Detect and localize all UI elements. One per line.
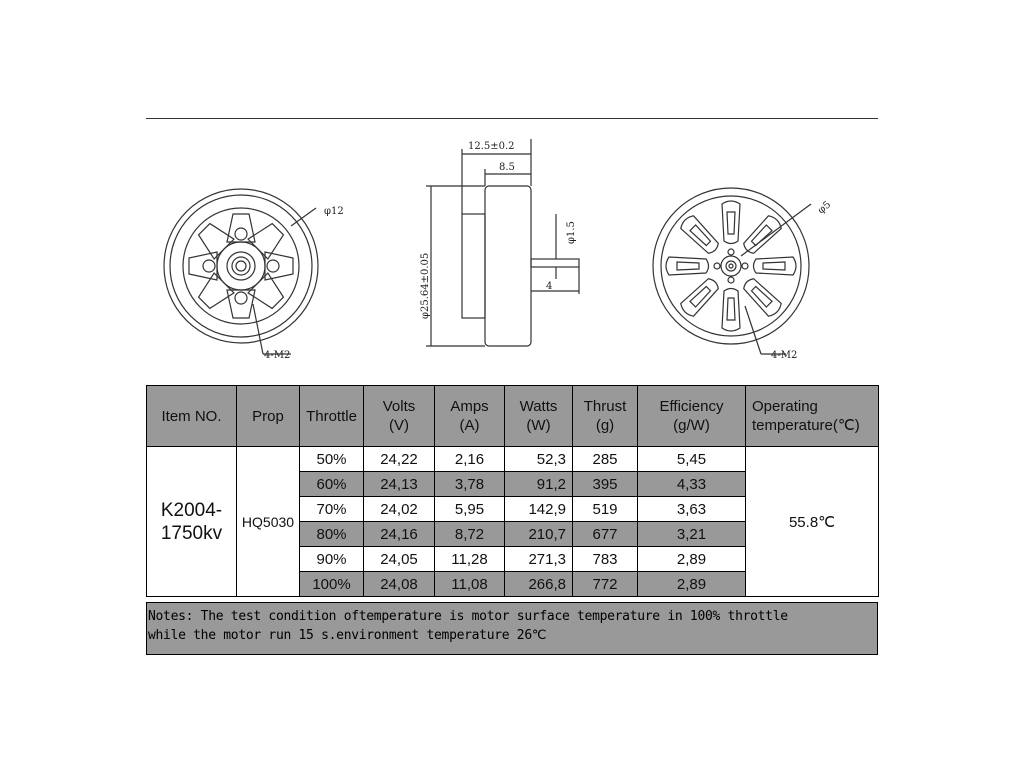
efficiency-cell: 3,63 — [638, 497, 746, 522]
throttle-cell: 80% — [300, 522, 364, 547]
watts-cell: 52,3 — [505, 447, 573, 472]
header-thrust-unit: (g) — [595, 417, 615, 434]
thrust-cell: 519 — [573, 497, 638, 522]
efficiency-cell: 4,33 — [638, 472, 746, 497]
header-amps-unit: (A) — [459, 417, 480, 434]
header-temperature-unit: temperature(℃) — [752, 417, 860, 434]
thrust-cell: 395 — [573, 472, 638, 497]
watts-cell: 271,3 — [505, 547, 573, 572]
item-number — [147, 447, 237, 597]
body-length-label: 8.5 — [499, 162, 515, 173]
notes-line1: Notes: The test condition oftemperature is motor surface temperature in 100% throttle — [148, 609, 788, 624]
volts-cell: 24,08 — [364, 572, 435, 597]
header-efficiency-label: Efficiency — [659, 398, 724, 415]
front-screws-label: 4-M2 — [264, 350, 291, 361]
amps-cell: 11,28 — [435, 547, 505, 572]
thrust-cell: 772 — [573, 572, 638, 597]
watts-cell: 210,7 — [505, 522, 573, 547]
efficiency-cell: 2,89 — [638, 547, 746, 572]
header-prop: Prop — [237, 386, 300, 447]
watts-cell: 91,2 — [505, 472, 573, 497]
header-efficiency — [638, 386, 746, 447]
thrust-cell: 783 — [573, 547, 638, 572]
throttle-cell: 50% — [300, 447, 364, 472]
volts-cell: 24,13 — [364, 472, 435, 497]
header-volts — [364, 386, 435, 447]
prop: HQ5030 — [237, 447, 300, 597]
header-thrust-label: Thrust — [583, 398, 627, 415]
efficiency-cell: 3,21 — [638, 522, 746, 547]
table-header — [147, 386, 879, 447]
shaft-dia-label: φ1.5 — [566, 221, 577, 244]
header-watts — [505, 386, 573, 447]
volts-cell: 24,05 — [364, 547, 435, 572]
front-view — [164, 189, 318, 354]
header-temperature-label: Operating — [752, 398, 818, 415]
amps-cell: 3,78 — [435, 472, 505, 497]
efficiency-cell: 5,45 — [638, 447, 746, 472]
back-view — [653, 188, 811, 354]
back-dia-label: φ5 — [815, 199, 834, 217]
item-line2: 1750kv — [160, 522, 223, 544]
watts-cell: 142,9 — [505, 497, 573, 522]
table-row — [147, 447, 879, 472]
throttle-cell: 70% — [300, 497, 364, 522]
header-throttle: Throttle — [300, 386, 364, 447]
volts-cell: 24,16 — [364, 522, 435, 547]
header-volts-label: Volts — [382, 398, 416, 415]
header-amps — [435, 386, 505, 447]
throttle-cell: 60% — [300, 472, 364, 497]
notes-line2: while the motor run 15 s.environment temperature 26℃ — [148, 628, 547, 643]
item-line1: K2004- — [160, 499, 223, 521]
amps-cell: 11,08 — [435, 572, 505, 597]
shaft-length-label: 4 — [546, 281, 553, 292]
notes — [146, 602, 878, 655]
thrust-cell: 677 — [573, 522, 638, 547]
length-label: 12.5±0.2 — [468, 141, 515, 152]
header-watts-label: Watts — [519, 398, 558, 415]
volts-cell: 24,22 — [364, 447, 435, 472]
header-volts-unit: (V) — [389, 417, 409, 434]
header-efficiency-unit: (g/W) — [673, 417, 710, 434]
performance-table — [146, 385, 879, 597]
watts-cell: 266,8 — [505, 572, 573, 597]
header-temperature — [746, 386, 879, 447]
temperature: 55.8℃ — [746, 447, 879, 597]
thrust-cell: 285 — [573, 447, 638, 472]
throttle-cell: 100% — [300, 572, 364, 597]
volts-cell: 24,02 — [364, 497, 435, 522]
front-dia-label: φ12 — [324, 206, 344, 217]
amps-cell: 2,16 — [435, 447, 505, 472]
back-screws-label: 4-M2 — [771, 350, 798, 361]
drawing-frame — [146, 118, 878, 386]
header-watts-unit: (W) — [526, 417, 551, 434]
diameter-label: φ25.64±0.05 — [420, 252, 431, 319]
efficiency-cell: 2,89 — [638, 572, 746, 597]
throttle-cell: 90% — [300, 547, 364, 572]
header-thrust — [573, 386, 638, 447]
header-amps-label: Amps — [450, 398, 489, 415]
amps-cell: 5,95 — [435, 497, 505, 522]
motor-drawings — [146, 119, 878, 386]
amps-cell: 8,72 — [435, 522, 505, 547]
header-item: Item NO. — [147, 386, 237, 447]
